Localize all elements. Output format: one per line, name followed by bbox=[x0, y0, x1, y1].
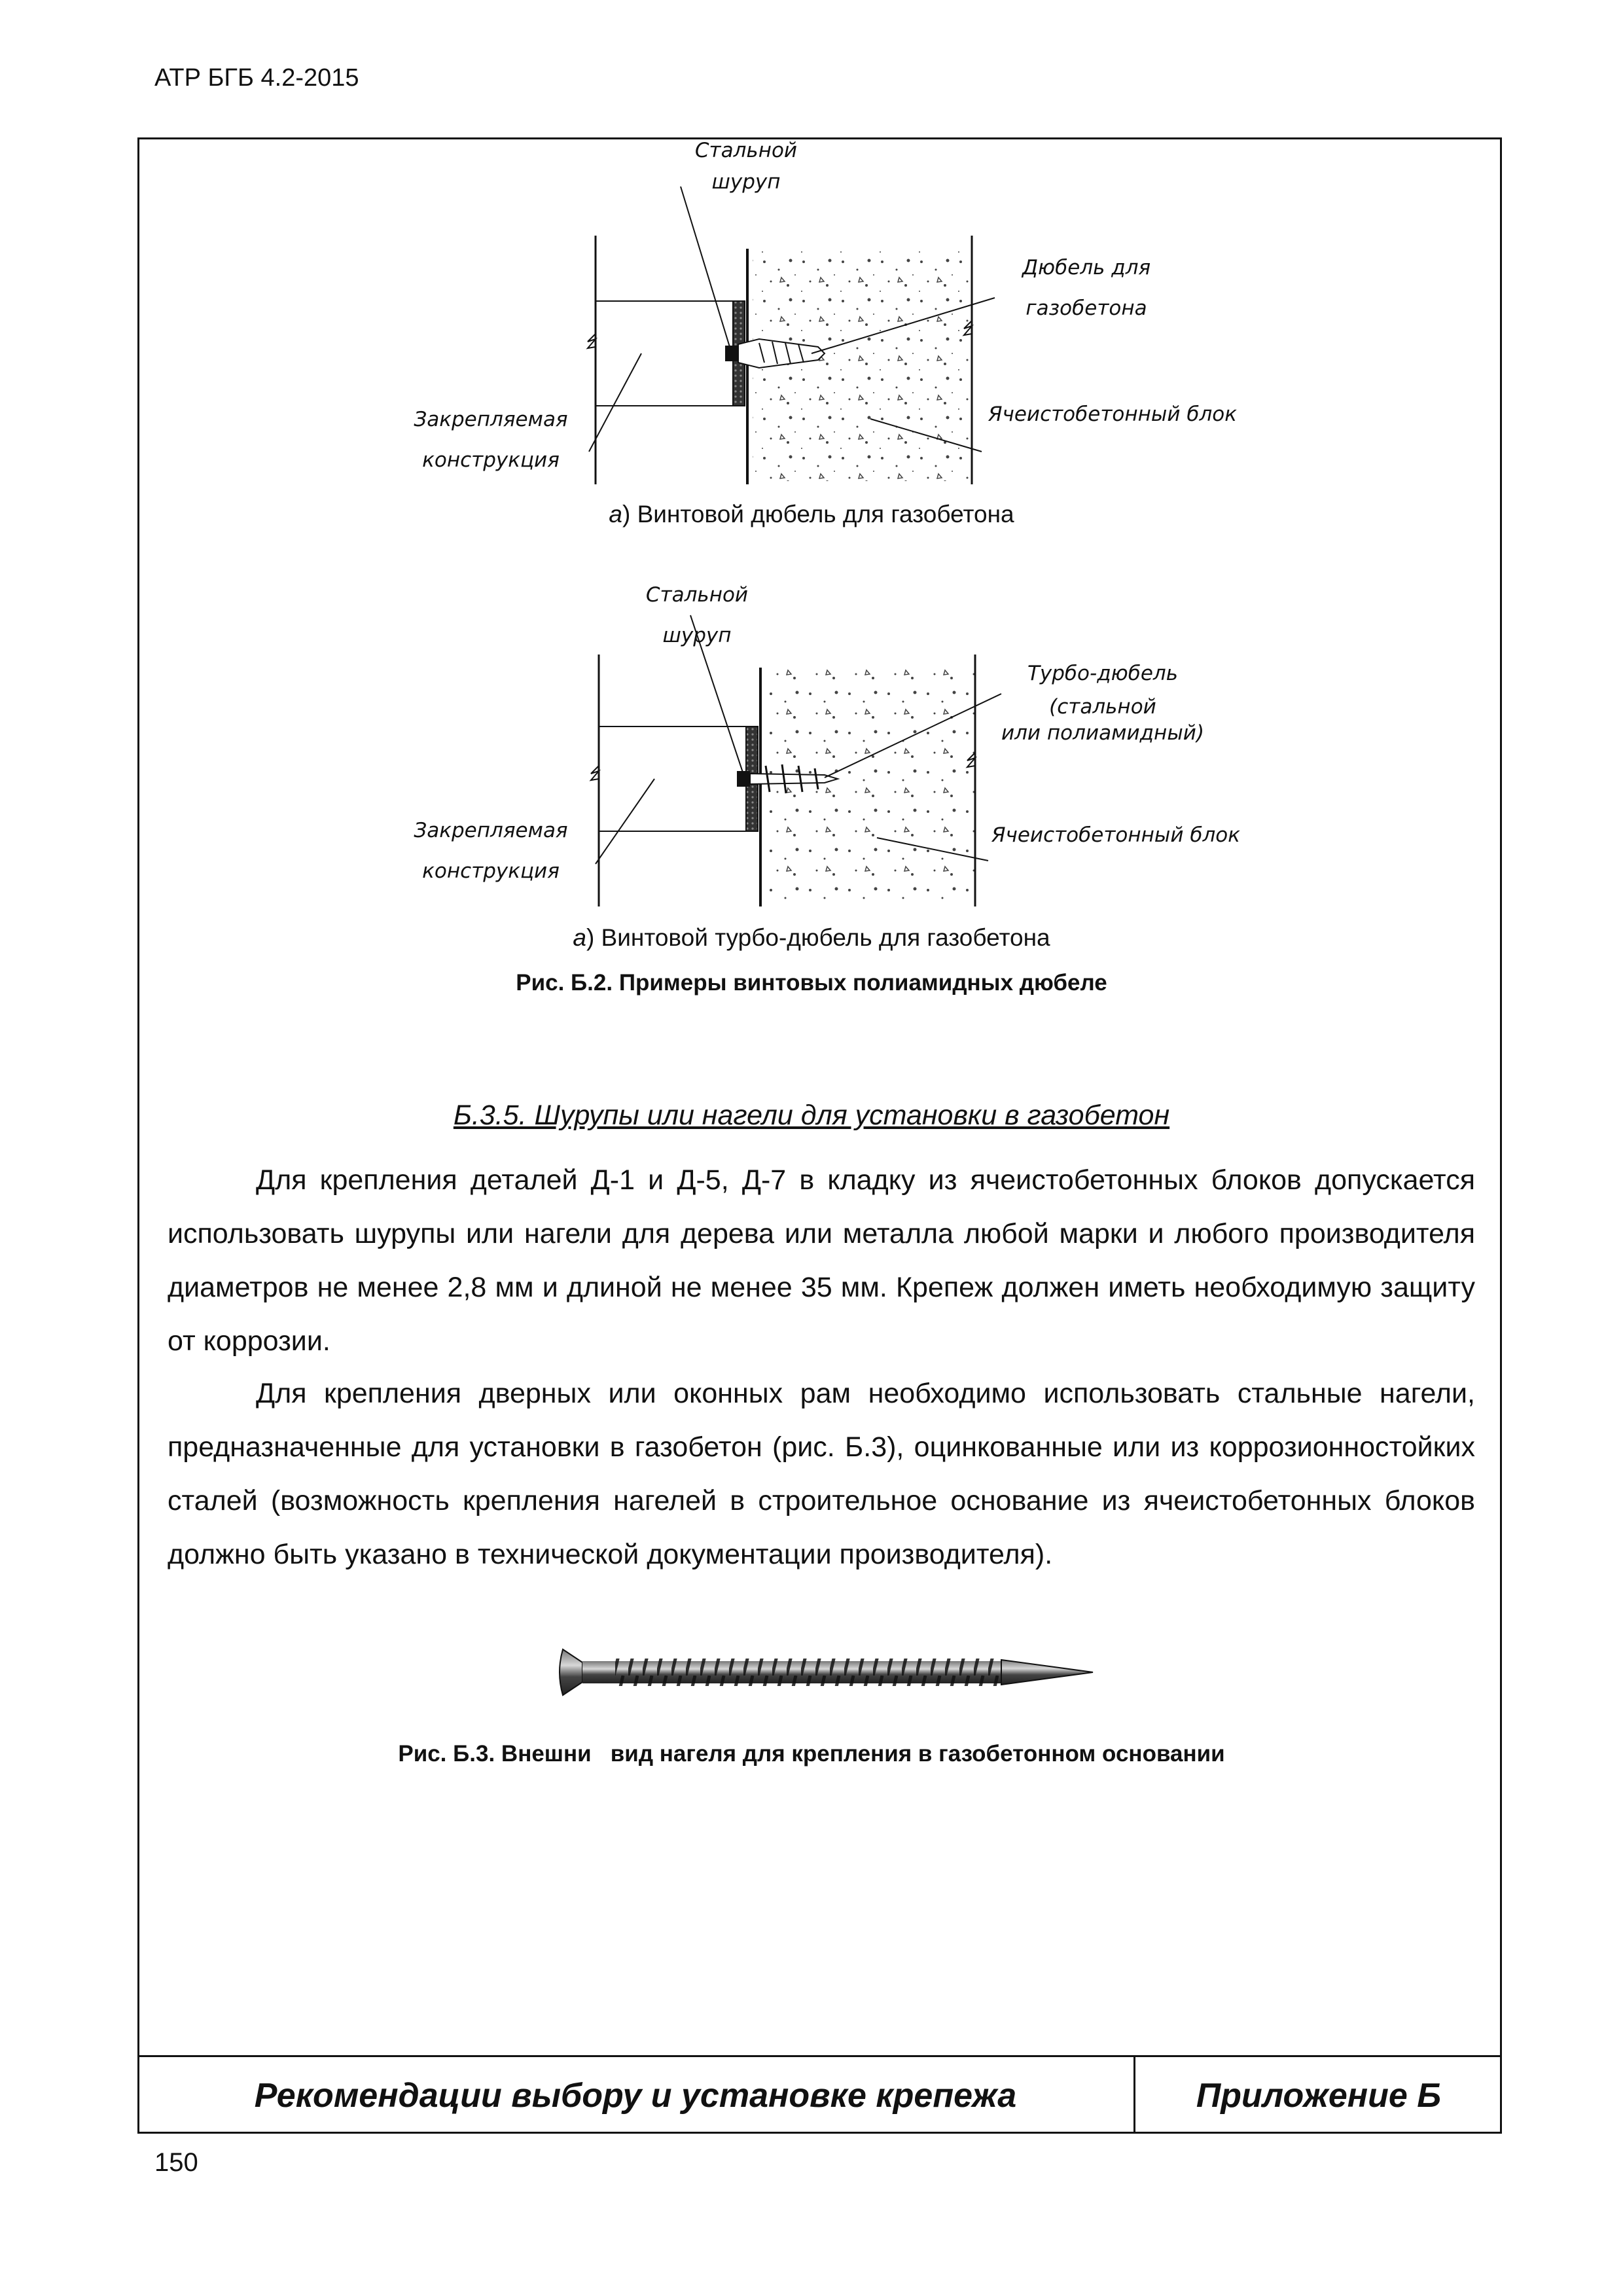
figure-a-drawing bbox=[366, 137, 1283, 504]
figure-b-label-dowel: Турбо-дюбель (стальной или полиамидный) bbox=[1001, 662, 1205, 745]
figure-b3-title: Рис. Б.3. Внешни вид нагеля для крепления в газобетонном основании bbox=[398, 1741, 1225, 1767]
paragraph-2: Для крепления дверных или оконных рам необходимо использовать стальные нагели, предназначенные для установки в газобетон (рис. Б.3), оцинкованные или из коррозионностойких сталей (возможность крепления нагелей в строительное основание из ячеистобетонных блоков должно быть указано в технической документации производителя). bbox=[168, 1378, 1475, 1570]
figure-b-drawing bbox=[373, 569, 1289, 923]
figure-a-caption: а) Винтовой дюбель для газобетона bbox=[609, 501, 1014, 528]
figure-b-caption: а) Винтовой турбо-дюбель для газобетона bbox=[573, 924, 1050, 951]
figure-a-label-block: Ячеистобетонный блок bbox=[988, 403, 1237, 426]
document-code: АТР БГБ 4.2-2015 bbox=[154, 64, 359, 92]
figure-a-label-screw: Стальной шуруп bbox=[694, 139, 798, 194]
paragraph-1: Для крепления деталей Д-1 и Д-5, Д-7 в кладку из ячеистобетонных блоков допускается использовать шурупы или нагели для дерева или металла любой марки и любого производителя диаметров не менее 2,8 мм и длиной не менее 35 мм. Крепеж должен иметь необходимую защиту от коррозии. bbox=[168, 1164, 1475, 1357]
nail-image bbox=[556, 1636, 1099, 1708]
footer-title: Рекомендации выбору и установке крепежа bbox=[137, 2057, 1135, 2134]
figure-b2-title: Рис. Б.2. Примеры винтовых полиамидных дюбеле bbox=[516, 970, 1107, 996]
figure-b-label-construction: Закрепляемая конструкция bbox=[414, 819, 568, 883]
figure-a-label-construction: Закрепляемая конструкция bbox=[414, 408, 568, 472]
figure-b-label-screw: Стальной шуруп bbox=[645, 583, 749, 647]
page-number: 150 bbox=[154, 2148, 198, 2177]
figure-b-label-block: Ячеистобетонный блок bbox=[991, 823, 1240, 847]
footer-appendix: Приложение Б bbox=[1196, 2076, 1442, 2115]
footer-title-block bbox=[137, 2055, 1502, 2134]
figure-a-label-dowel: Дюбель для газобетона bbox=[1022, 256, 1151, 320]
section-title: Б.3.5. Шурупы или нагели для установки в газобетон bbox=[453, 1100, 1170, 1131]
